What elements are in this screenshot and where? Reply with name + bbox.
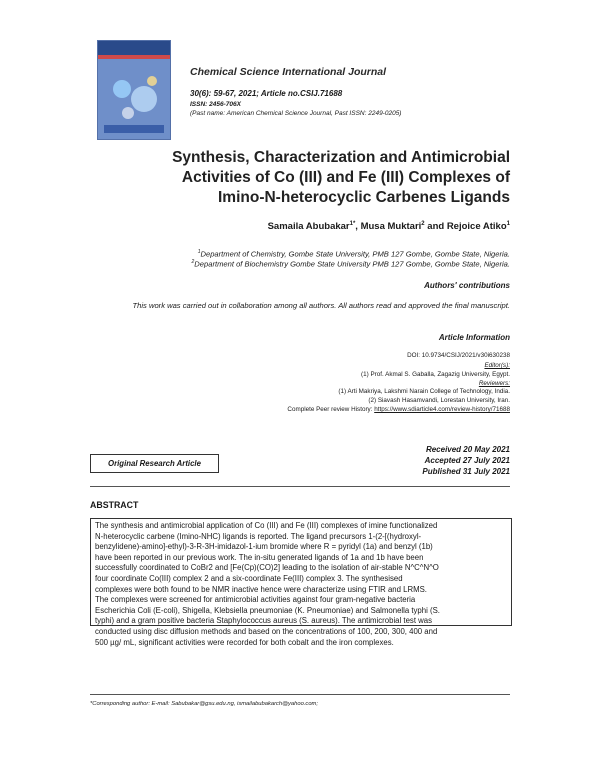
abstract-line: benzylidene)-amino]-ethyl)-3-R-3H-imidazol-1-ium bromide where R = pyridyl (1a) and benzyl (1b) [95,542,433,552]
author-sep-1: , [355,221,361,233]
received-date: Received 20 May 2021 [425,445,510,454]
published-date: Published 31 July 2021 [422,467,510,476]
affiliation-2-sup: 2 [191,259,195,265]
issn: ISSN: 2456-706X [190,101,241,108]
abstract-box [90,518,512,647]
title-line-1: Synthesis, Characterization and Antimicrobial [172,149,510,166]
paper-title [80,148,510,208]
abstract-line: N-heterocyclic carbene (Imino-NHC) ligands is reported. The ligand precursors 1-(2-[(hydroxyl- [95,531,422,541]
reviewer-2: (2) Siavash Hasamvandi, Lorestan University, Iran. [368,397,510,404]
abstract-line: four coordinate Co(III) complex 2 and a six-coordinate Fe(III) complex 3. The synthesised [95,573,403,583]
cover-artwork [98,41,170,139]
contributions-heading: Authors' contributions [424,281,510,290]
editors-label: Editor(s): [484,362,510,369]
abstract-line: 500 µg/ mL, significant activities were recorded for both cobalt and the iron complexes. [95,637,394,647]
reviewer-1: (1) Arti Makriya, Lakshmi Narain College of Technology, India. [338,388,510,395]
past-name: (Past name: American Chemical Science Journal, Past ISSN: 2249-0205) [190,110,402,117]
author-3-sup: 1 [506,221,510,227]
abstract-heading: ABSTRACT [90,500,139,510]
author-1: Samaila Abubakar [267,221,350,233]
abstract-line: complexes were both found to be NMR inactive hence were characterize using FTIR and LRMS. [95,584,427,594]
author-sep-2: and [424,221,447,233]
abstract-line: conducted using disc diffusion methods and based on the concentrations of 100, 200, 300, 400 and [95,626,438,636]
article-type-badge: Original Research Article [90,454,219,473]
divider [90,486,510,487]
article-info-heading: Article Information [438,333,510,342]
corresponding-author-footnote: *Corresponding author: E-mail: Sabubakar@gsu.edu.ng, ismailabubakarch@yahoo.com; [90,701,318,707]
doi: DOI: 10.9734/CSIJ/2021/v30i630238 [407,352,510,359]
affiliation-1-sup: 1 [197,249,201,255]
abstract-line: typhi) and a gram positive bacteria Staphylococcus aureus (S. aureus). The antimicrobial test was [95,616,433,626]
affiliation-2-text: Department of Biochemistry Gombe State University PMB 127 Gombe, Gombe State, Nigeria. [194,259,510,269]
affiliation-1 [198,249,510,259]
author-2: Musa Muktari [360,221,422,233]
abstract-line: Escherichia Coli (E-coli), Shigella, Klebsiella pneumoniae (K. Pneumoniae) and Salmonella typhi (S. [95,605,440,615]
review-history [287,406,510,413]
title-line-2: Activities of Co (III) and Fe (III) Complexes of [181,169,510,186]
author-list [268,221,510,232]
review-history-link[interactable]: https://www.sdiarticle4.com/review-history/71688 [374,406,510,413]
title-line-3: Imino-N-heterocyclic Carbenes Ligands [218,189,510,206]
journal-cover-image [97,40,171,140]
journal-title: Chemical Science International Journal [190,66,387,78]
volume-line: 30(6): 59-67, 2021; Article no.CSIJ.71688 [190,89,343,98]
abstract-line: have been reported in our previous work. The in-situ generated ligands of 1a and 1b have been [95,552,424,562]
affiliation-2 [192,259,510,269]
author-3: Rejoice Atiko [446,221,507,233]
review-history-label: Complete Peer review History: [287,406,375,413]
abstract-line: The complexes were screened for antimicrobial activities against four gram-negative bacteria [95,595,416,605]
footnote-divider [90,694,510,695]
accepted-date: Accepted 27 July 2021 [424,456,510,465]
author-1-sup: 1* [349,221,356,227]
author-2-sup: 2 [421,221,425,227]
editor-1: (1) Prof. Akmal S. Gaballa, Zagazig University, Egypt. [361,371,510,378]
abstract-line: successfully coordinated to CoBr2 and [Fe(Cp)(CO)2] leading to the isolation of air-stable N^C^N^O [95,563,439,573]
contributions-text: This work was carried out in collaboration among all authors. All authors read and approved the final manuscript. [132,301,510,310]
reviewers-label: Reviewers: [478,380,510,387]
abstract-line: The synthesis and antimicrobial application of Co (III) and Fe (III) complexes of imine functionalized [95,521,438,530]
affiliation-1-text: Department of Chemistry, Gombe State University, PMB 127 Gombe, Gombe State, Nigeria. [200,249,510,259]
